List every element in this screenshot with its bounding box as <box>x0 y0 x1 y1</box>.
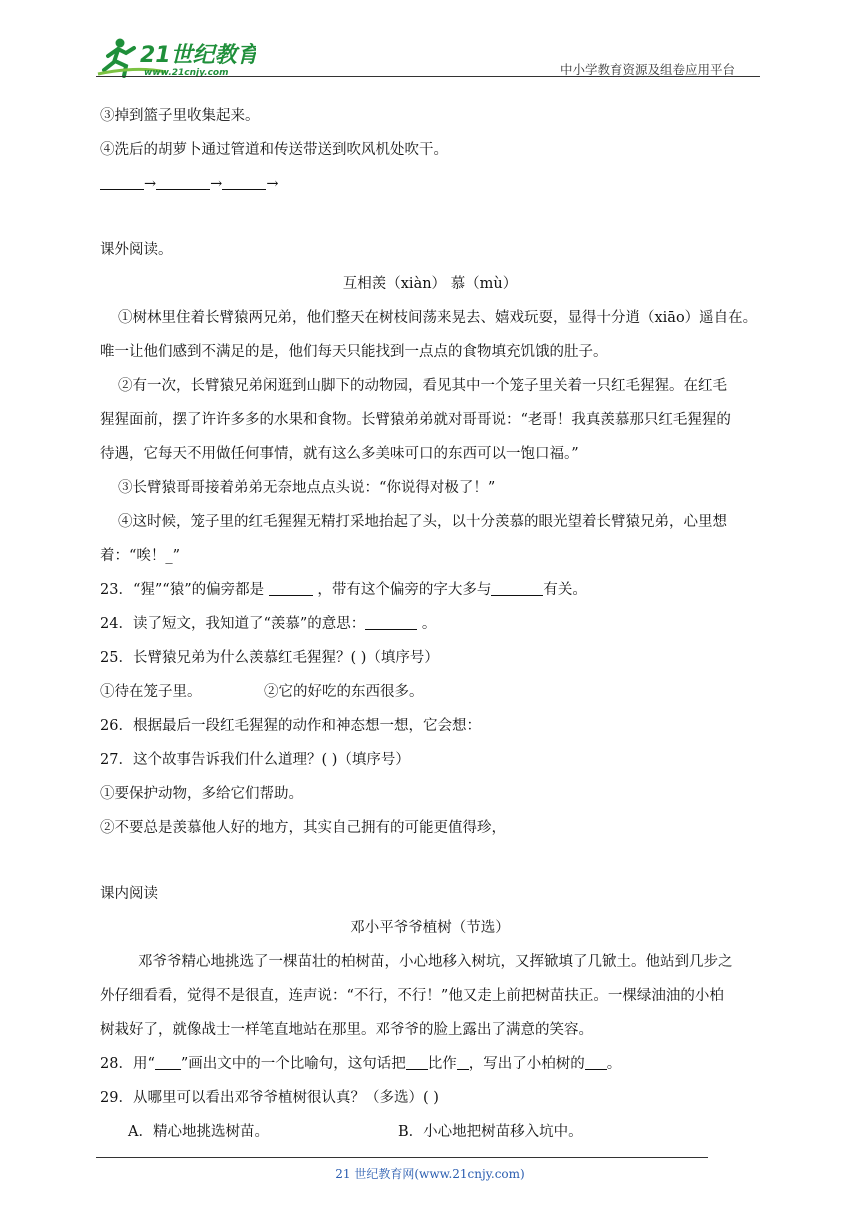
header-platform-label: 中小学教育资源及组卷应用平台 <box>560 62 736 77</box>
paragraph-3: ③长臂猿哥哥接着弟弟无奈地点点头说：“你说得对极了！” <box>118 480 496 496</box>
header-divider <box>96 76 760 77</box>
question-27: 27．这个故事告诉我们什么道理？( )（填序号） <box>100 752 410 768</box>
answer-blank[interactable] <box>457 1055 469 1070</box>
section-heading-extracurricular: 课外阅读。 <box>100 242 173 258</box>
answer-blank[interactable] <box>491 581 543 596</box>
answer-blank[interactable] <box>406 1055 428 1070</box>
answer-blank[interactable] <box>585 1055 607 1070</box>
svg-text:www.21cnjy.com: www.21cnjy.com <box>144 68 229 78</box>
question-29-option-a: A．精心地挑选树苗。 <box>128 1124 269 1140</box>
passage-title-2: 邓小平爷爷植树（节选） <box>350 920 510 936</box>
question-25: 25．长臂猿兄弟为什么羡慕红毛猩猩？( )（填序号） <box>100 650 439 666</box>
answer-blank[interactable] <box>365 615 417 630</box>
question-29: 29．从哪里可以看出邓爷爷植树很认真？（多选）( ) <box>100 1090 439 1106</box>
answer-blank[interactable] <box>100 175 144 190</box>
section-heading-in-class: 课内阅读 <box>100 886 158 902</box>
passage-2-line-1: 邓爷爷精心地挑选了一棵苗壮的柏树苗，小心地移入树坑，又挥锨填了几锨土。他站到几步之 <box>138 954 733 970</box>
paragraph-1-line-1: ①树林里住着长臂猿两兄弟，他们整天在树枝间荡来晃去、嬉戏玩耍，显得十分逍（xiāo）遥自在。 <box>118 310 758 326</box>
paragraph-2-line-2: 猩猩面前，摆了许许多多的水果和食物。长臂猿弟弟就对哥哥说：“老哥！我真羡慕那只红毛猩猩的 <box>100 412 731 428</box>
answer-blank[interactable] <box>222 175 266 190</box>
underline-sample <box>155 1055 181 1070</box>
paragraph-2-line-1: ②有一次，长臂猿兄弟闲逛到山脚下的动物园，看见其中一个笼子里关着一只红毛猩猩。在红毛 <box>118 378 727 394</box>
question-27-option-2: ②不要总是羡慕他人好的地方，其实自己拥有的可能更值得珍， <box>100 820 506 836</box>
question-23: 23．“猩”“猿”的偏旁都是 ，带有这个偏旁的字大多与 有关。 <box>100 582 587 598</box>
paragraph-4-line-1: ④这时候，笼子里的红毛猩猩无精打采地抬起了头，以十分羡慕的眼光望着长臂猿兄弟，心里想 <box>118 514 727 530</box>
footer-site-link[interactable]: 21 世纪教育网(www.21cnjy.com) <box>335 1167 525 1181</box>
paragraph-1-line-2: 唯一让他们感到不满足的是，他们每天只能找到一点点的食物填充饥饿的肚子。 <box>100 344 608 360</box>
passage-2-line-3: 树栽好了，就像战士一样笔直地站在那里。邓爷爷的脸上露出了满意的笑容。 <box>100 1022 593 1038</box>
passage-2-line-2: 外仔细看看，觉得不是很直，连声说：“不行，不行！”他又走上前把树苗扶正。一棵绿油油的小柏 <box>100 988 724 1004</box>
question-29-option-b: B．小心地把树苗移入坑中。 <box>398 1124 583 1140</box>
question-24: 24．读了短文，我知道了“羡慕”的意思： 。 <box>100 616 437 632</box>
question-25-option-1: ①待在笼子里。 <box>100 684 202 700</box>
answer-blank[interactable] <box>269 581 313 596</box>
sequence-answer-line: → → → <box>100 174 278 194</box>
svg-text:21世纪教育: 21世纪教育 <box>140 43 256 68</box>
question-25-option-2: ②它的好吃的东西很多。 <box>264 684 424 700</box>
answer-blank[interactable] <box>156 175 210 190</box>
question-27-option-1: ①要保护动物，多给它们帮助。 <box>100 786 303 802</box>
paragraph-4-line-2: 着：“唉！_” <box>100 548 181 564</box>
question-26: 26．根据最后一段红毛猩猩的动作和神态想一想，它会想： <box>100 718 481 734</box>
sequence-item-3: ③掉到篮子里收集起来。 <box>100 108 260 124</box>
footer-divider <box>96 1157 708 1158</box>
site-logo <box>96 36 256 80</box>
sequence-item-4: ④洗后的胡萝卜通过管道和传送带送到吹风机处吹干。 <box>100 142 448 158</box>
question-28: 28．用“ ”画出文中的一个比喻句，这句话把 比作 ，写出了小柏树的 。 <box>100 1056 622 1072</box>
passage-title: 互相羡（xiàn） 慕（mù） <box>342 276 518 292</box>
paragraph-2-line-3: 待遇，它每天不用做任何事情，就有这么多美味可口的东西可以一饱口福。” <box>100 446 579 462</box>
